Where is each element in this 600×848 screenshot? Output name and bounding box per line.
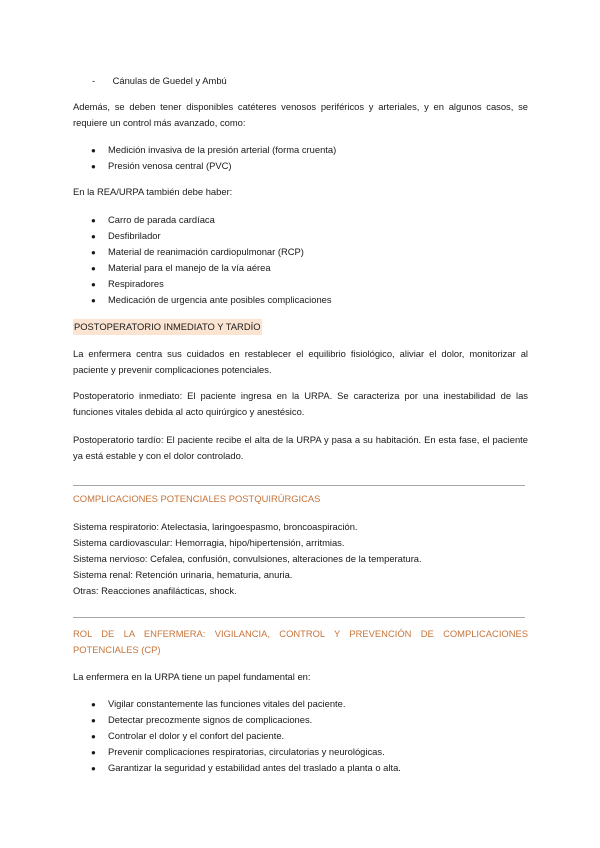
list-item: ● Medicación de urgencia ante posibles complicaciones [91, 292, 332, 308]
rea-list [91, 212, 332, 308]
bullet-icon: ● [91, 216, 96, 225]
bullet-icon: ● [91, 232, 96, 241]
heading-postoperatorio: POSTOPERATORIO INMEDIATO Y TARDÍO [73, 319, 262, 335]
list-item: Sistema renal: Retención urinaria, hematuria, anuria. [73, 569, 293, 580]
list-item: ● Presión venosa central (PVC) [91, 158, 336, 174]
list-item: Sistema cardiovascular: Hemorragia, hipo/hipertensión, arritmias. [73, 537, 345, 548]
divider [73, 617, 525, 618]
bullet-icon: ● [91, 162, 96, 171]
complicaciones-list [73, 519, 422, 599]
paragraph-tardio: Postoperatorio tardío: El paciente recibe el alta de la URPA y pasa a su habitación. En esta fase, el paciente ya está estable y con el dolor controlado. [73, 434, 528, 461]
dash-item-text: Cánulas de Guedel y Ambú [112, 75, 227, 86]
bullet-icon: ● [91, 296, 96, 305]
list-item: ● Respiradores [91, 276, 332, 292]
list-item: ● Desfibrilador [91, 228, 332, 244]
list-item: ● Detectar precozmente signos de complicaciones. [91, 712, 401, 728]
list-item: Sistema nervioso: Cefalea, confusión, convulsiones, alteraciones de la temperatura. [73, 553, 422, 564]
heading-complicaciones: COMPLICACIONES POTENCIALES POSTQUIRÚRGICAS [73, 493, 321, 504]
heading-rol-enfermera: ROL DE LA ENFERMERA: VIGILANCIA, CONTROL Y PREVENCIÓN DE COMPLICACIONES POTENCIALES (CP) [73, 628, 528, 655]
list-item: ● Medición invasiva de la presión arterial (forma cruenta) [91, 142, 336, 158]
list-item: ● Carro de parada cardíaca [91, 212, 332, 228]
list-item: ● Material de reanimación cardiopulmonar (RCP) [91, 244, 332, 260]
list-item: ● Controlar el dolor y el confort del paciente. [91, 728, 401, 744]
bullet-icon: ● [91, 716, 96, 725]
list-item: Otras: Reacciones anafilácticas, shock. [73, 585, 237, 596]
bullet-icon: ● [91, 732, 96, 741]
bullet-icon: ● [91, 280, 96, 289]
bullet-icon: ● [91, 248, 96, 257]
paragraph-inmediato: Postoperatorio inmediato: El paciente ingresa en la URPA. Se caracteriza por una inestabilidad de las funciones vitales debida al acto quirúrgico y anestésico. [73, 390, 528, 417]
list-item: Sistema respiratorio: Atelectasia, laringoespasmo, broncoaspiración. [73, 521, 358, 532]
paragraph-cuidados: La enfermera centra sus cuidados en restablecer el equilibrio fisiológico, aliviar el dolor, monitorizar al paciente y prevenir complicaciones potenciales. [73, 348, 528, 375]
divider [73, 485, 525, 486]
dash-marker: - [92, 75, 96, 86]
paragraph-cateteres: Además, se deben tener disponibles catéteres venosos periféricos y arteriales, y en algunos casos, se requiere un control más avanzado, como: [73, 101, 528, 128]
rol-list [91, 696, 401, 776]
bullet-icon: ● [91, 700, 96, 709]
list-item: ● Material para el manejo de la vía aérea [91, 260, 332, 276]
bullet-icon: ● [91, 748, 96, 757]
bullet-icon: ● [91, 264, 96, 273]
list-item: ● Prevenir complicaciones respiratorias, circulatorias y neurológicas. [91, 744, 401, 760]
list-item: ● Garantizar la seguridad y estabilidad antes del traslado a planta o alta. [91, 760, 401, 776]
bullet-icon: ● [91, 764, 96, 773]
list-item: ● Vigilar constantemente las funciones vitales del paciente. [91, 696, 401, 712]
paragraph-rol: La enfermera en la URPA tiene un papel fundamental en: [73, 671, 311, 682]
dash-list-item [92, 73, 227, 89]
bullet-icon: ● [91, 146, 96, 155]
paragraph-rea: En la REA/URPA también debe haber: [73, 186, 233, 197]
monitor-list [91, 142, 336, 174]
